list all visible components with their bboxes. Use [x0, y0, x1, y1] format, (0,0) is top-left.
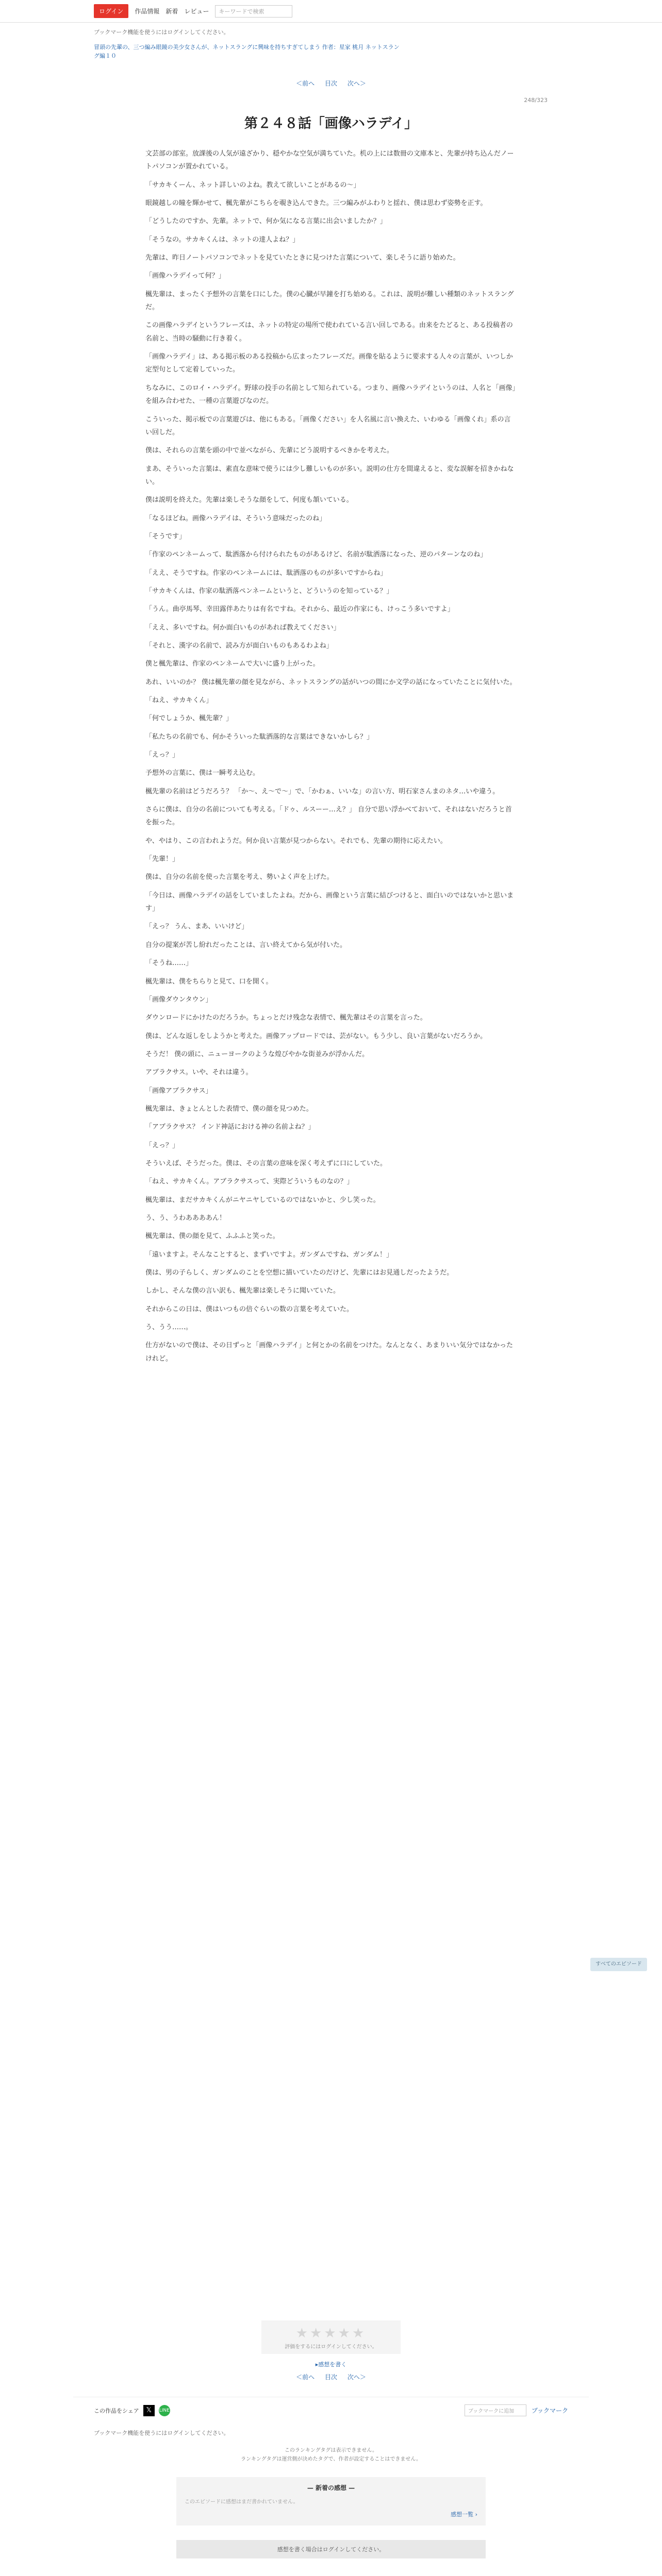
page-content: [73, 23, 589, 2381]
body-paragraph: う、うう……。: [145, 1324, 193, 1332]
bookmark-button[interactable]: ブックマーク: [531, 2407, 568, 2414]
reviews-more-link[interactable]: 感想一覧 ›: [451, 2511, 477, 2518]
body-paragraph: 「作家のペンネームって、駄洒落から付けられたものがあるけど、名前が駄洒落になった、逆のパターンなのね」: [145, 551, 487, 559]
body-paragraph: ダウンロードにかけたのだろうか。ちょっとだけ残念な表情で、楓先輩はその言葉を言った。: [145, 1014, 427, 1022]
body-paragraph: 仕方がないので僕は、その日ずっと「画像ハラデイ」と何とかの名前をつけた。なんとなく、あまりいい気分ではなかったけれど。: [145, 1342, 514, 1363]
body-paragraph: 僕は説明を終えた。先輩は楽しそうな顔をして、何度も頷いている。: [145, 496, 353, 504]
body-paragraph: 「ねえ、サカキくん。アブラクサスって、実際どういうものなの？」: [145, 1178, 354, 1186]
body-paragraph: 予想外の言葉に、僕は一瞬考え込む。: [145, 769, 260, 777]
index-link-bottom[interactable]: 目次: [324, 2374, 337, 2381]
share-right: [465, 2404, 568, 2416]
body-paragraph: そういえば、そうだった。僕は、その言葉の意味を深く考えずに口にしていた。: [145, 1159, 387, 1167]
body-paragraph: 楓先輩は、まだサカキくんがニヤニヤしているのではないかと、少し笑った。: [145, 1196, 380, 1204]
rating-stars[interactable]: ★★★★★: [295, 2326, 367, 2341]
write-review-link[interactable]: ▸感想を書く: [315, 2361, 347, 2368]
body-paragraph: 「えっ？ うん、まあ、いいけど」: [145, 923, 249, 931]
top-navigation-bar: [0, 0, 662, 23]
body-paragraph: 「サカキくんは、作家の駄洒落ペンネームというと、どういうのを知っている？」: [145, 587, 393, 595]
episode-body: [145, 147, 517, 2301]
index-link[interactable]: 目次: [324, 80, 337, 87]
next-link-bottom[interactable]: 次へ＞: [347, 2374, 366, 2381]
body-paragraph: 「ええ、多いですね。何か面白いものがあれば教えてください」: [145, 623, 340, 632]
body-paragraph: 楓先輩の名前はどうだろう？ 「か〜、え〜で〜」で、「かわぁ、いいな」の言い方、明石家さんまのネタ…いや違う。: [145, 787, 500, 795]
login-notice-top: ブックマーク機能を使うにはログインしてください。: [94, 29, 229, 36]
pager-bottom: [73, 2372, 589, 2381]
body-paragraph: 楓先輩は、僕の顔を見て、ふふふと笑った。: [145, 1232, 279, 1241]
body-paragraph: 「そうです」: [145, 532, 186, 540]
login-notice-bottom: ブックマーク機能を使うにはログインしてください。: [94, 2430, 229, 2436]
body-paragraph: 「なるほどね。画像ハラデイは、そういう意味だったのね」: [145, 514, 326, 522]
body-paragraph: ちなみに、このロイ・ハラデイ。野球の投手の名前として知られている。つまり、画像ハラデイというのは、人名と「画像」を組み合わせた、一種の言葉遊びなのだ。: [145, 384, 516, 405]
line-share-icon[interactable]: LINE: [159, 2405, 170, 2416]
body-paragraph: こういった、掲示板での言葉遊びは、他にもある。「画像ください」を人名風に言い換えた、いわゆる「画像くれ」系の言い回しだ。: [145, 415, 511, 436]
reviews-heading: — 新着の感想 —: [307, 2484, 355, 2492]
rating-note: 評価をするにはログインしてください。: [285, 2344, 377, 2350]
body-paragraph: 「何でしょうか、楓先輩？」: [145, 715, 233, 723]
body-paragraph: 「ええ、そうですね。作家のペンネームには、駄洒落のものが多いですからね」: [145, 569, 387, 577]
body-paragraph: まあ、そういった言葉は、素直な意味で使うには少し難しいものが多い。説明の仕方を間違えると、変な誤解を招きかねない。: [145, 465, 514, 486]
body-paragraph: 文芸部の部室。放課後の人気が遠ざかり、穏やかな空気が満ちていた。机の上には数冊の文庫本と、先輩が持ち込んだノートパソコンが置かれている。: [145, 150, 514, 171]
impression-login-bar[interactable]: 感想を書く場合はログインしてください。: [176, 2540, 486, 2558]
body-paragraph: 僕は、それらの言葉を頭の中で並べながら、先輩にどう説明するべきかを考えた。: [145, 447, 394, 455]
login-button[interactable]: ログイン: [94, 4, 128, 18]
body-paragraph: 楓先輩は、まったく予想外の言葉を口にした。僕の心臓が早鐘を打ち始める。これは、説明が難しい種類のネットスラングだ。: [145, 290, 514, 312]
ranking-note: このランキングタグは表示できません。 ランキングタグは運営側が決めたタグで、作者が設定することはできません。: [241, 2448, 421, 2462]
body-paragraph: や、やはり、この言われようだ。何か良い言葉が見つからない。それでも、先輩の期待に応えたい。: [145, 837, 447, 845]
body-paragraph: 「えっ？」: [145, 1141, 179, 1149]
prev-link-bottom[interactable]: ＜前へ: [296, 2374, 315, 2381]
prev-link[interactable]: ＜前へ: [296, 80, 315, 87]
body-paragraph: 「そうなの。サカキくんは、ネットの達人よね？」: [145, 235, 300, 244]
episode-title: 第２４８話「画像ハラデイ」: [244, 116, 418, 131]
body-paragraph: 「画像アブラクサス」: [145, 1087, 212, 1095]
body-paragraph: 「アブラクサス？ インド神話における神の名前よね？」: [145, 1123, 315, 1131]
body-paragraph: この画像ハラデイというフレーズは、ネットの特定の場所で使われている言い回しである。由来をたどると、ある投稿者の名前と、当時の騒動に行き着く。: [145, 321, 513, 343]
body-paragraph: 「そうね……」: [145, 959, 193, 968]
search-input[interactable]: キーワードで検索: [215, 5, 292, 18]
body-paragraph: 「画像ダウンタウン」: [145, 995, 212, 1004]
body-paragraph: 「画像ハラデイって何？」: [145, 272, 225, 280]
body-paragraph: 僕と楓先輩は、作家のペンネームで大いに盛り上がった。: [145, 660, 320, 668]
body-paragraph: 僕は、男の子らしく、ガンダムのことを空想に描いていたのだけど、先輩にはお見通しだったようだ。: [145, 1269, 454, 1277]
rating-box: [261, 2320, 401, 2354]
share-label: この作品をシェア: [94, 2407, 139, 2414]
body-paragraph: 「遠いますよ。そんなことすると、まずいですよ。ガンダムですね、ガンダム！」: [145, 1250, 393, 1259]
body-paragraph: 僕は、どんな返しをしようかと考えた。画像アップロードでは、芸がない。もう少し、良い言葉がないだろうか。: [145, 1032, 487, 1040]
body-paragraph: 「今日は、画像ハラデイの話をしていましたよね。だから、画像という言葉に結びつけると、面白いのではないかと思います」: [145, 891, 514, 913]
next-link[interactable]: 次へ＞: [347, 80, 366, 87]
body-paragraph: う、う、うわああああん！: [145, 1214, 226, 1222]
body-paragraph: 楓先輩は、きょとんとした表情で、僕の顔を見つめた。: [145, 1105, 313, 1113]
body-paragraph: アブラクサス。いや、それは違う。: [145, 1069, 253, 1077]
body-paragraph: 「サカキくーん、ネット詳しいのよね。教えて欲しいことがあるの〜」: [145, 181, 360, 189]
pager-top: [73, 79, 589, 88]
body-paragraph: 「ねえ、サカキくん」: [145, 697, 213, 704]
reviews-empty: このエピソードに感想はまだ書かれていません。: [185, 2499, 299, 2505]
body-paragraph: 「どうしたのですか、先輩。ネットで、何か気になる言葉に出会いましたか？」: [145, 217, 387, 226]
body-paragraph: 「私たちの名前でも、何かそういった駄洒落的な言葉はできないかしら？」: [145, 733, 374, 741]
top-navigation-inner: [73, 4, 589, 18]
episode-number: 248/323: [524, 97, 548, 104]
body-paragraph: 「それと、漢字の名前で、読み方が面白いものもあるわよね」: [145, 641, 333, 650]
nav-link-new[interactable]: 新着: [166, 8, 178, 15]
body-paragraph: しかし、そんな僕の言い訳も、楓先輩は楽しそうに聞いていた。: [145, 1287, 340, 1295]
reviews-box: [176, 2477, 486, 2526]
nav-link-works[interactable]: 作品情報: [135, 8, 160, 15]
body-paragraph: 「えっ？」: [145, 751, 179, 759]
body-paragraph: 眼鏡越しの瞳を輝かせて、楓先輩がこちらを覗き込んできた。三つ編みがふわりと揺れ、僕は思わず姿勢を正す。: [145, 199, 487, 208]
x-share-icon[interactable]: 𝕏: [143, 2405, 155, 2416]
share-row: [73, 2397, 589, 2416]
body-paragraph: 僕は、自分の名前を使った言葉を考え、勢いよく声を上げた。: [145, 873, 334, 882]
breadcrumb[interactable]: 冒頭の先輩の、三つ編み眼鏡の美少女さんが、ネットスラングに興味を持ちすぎてしまう 作者：星家 桃月 ネットスラング編１０: [94, 44, 400, 59]
body-paragraph: 自分の提案が苦し紛れだったことは、言い終えてから気が付いた。: [145, 941, 347, 949]
body-paragraph: 「画像ハラデイ」は、ある掲示板のある投稿から広まったフレーズだ。画像を貼るように要求する人々の言葉が、いつしか定型句として定着していった。: [145, 353, 513, 374]
body-paragraph: そうだ！ 僕の頭に、ニューヨークのような煌びやかな街並みが浮かんだ。: [145, 1050, 369, 1058]
body-paragraph: それからこの日は、僕はいつもの倍ぐらいの数の言葉を考えていた。: [145, 1305, 354, 1313]
nav-link-review[interactable]: レビュー: [184, 8, 209, 15]
body-paragraph: 先輩は、昨日ノートパソコンでネットを見ていたときに見つけた言葉について、楽しそうに語り始めた。: [145, 254, 460, 262]
body-paragraph: 「うん。曲亭馬琴、幸田露伴あたりは有名ですね。それから、最近の作家にも、けっこう多いですよ」: [145, 605, 454, 614]
body-paragraph: 「先輩！」: [145, 855, 179, 863]
body-paragraph: さらに僕は、自分の名前についても考える。「ドゥ、ルスーー…え？」 自分で思い浮かべておいて、それはないだろうと首を振った。: [145, 806, 512, 827]
body-paragraph: あれ、いいのか？ 僕は楓先輩の顔を見ながら、ネットスラングの話がいつの間にか文学の話になっていたことに気付いた。: [145, 678, 517, 686]
all-episodes-button[interactable]: すべてのエピソード: [590, 1958, 647, 1971]
bookmark-add-input[interactable]: ブックマークに追加: [465, 2404, 526, 2416]
body-paragraph: 楓先輩は、僕をちらりと見て、口を開く。: [145, 977, 273, 986]
